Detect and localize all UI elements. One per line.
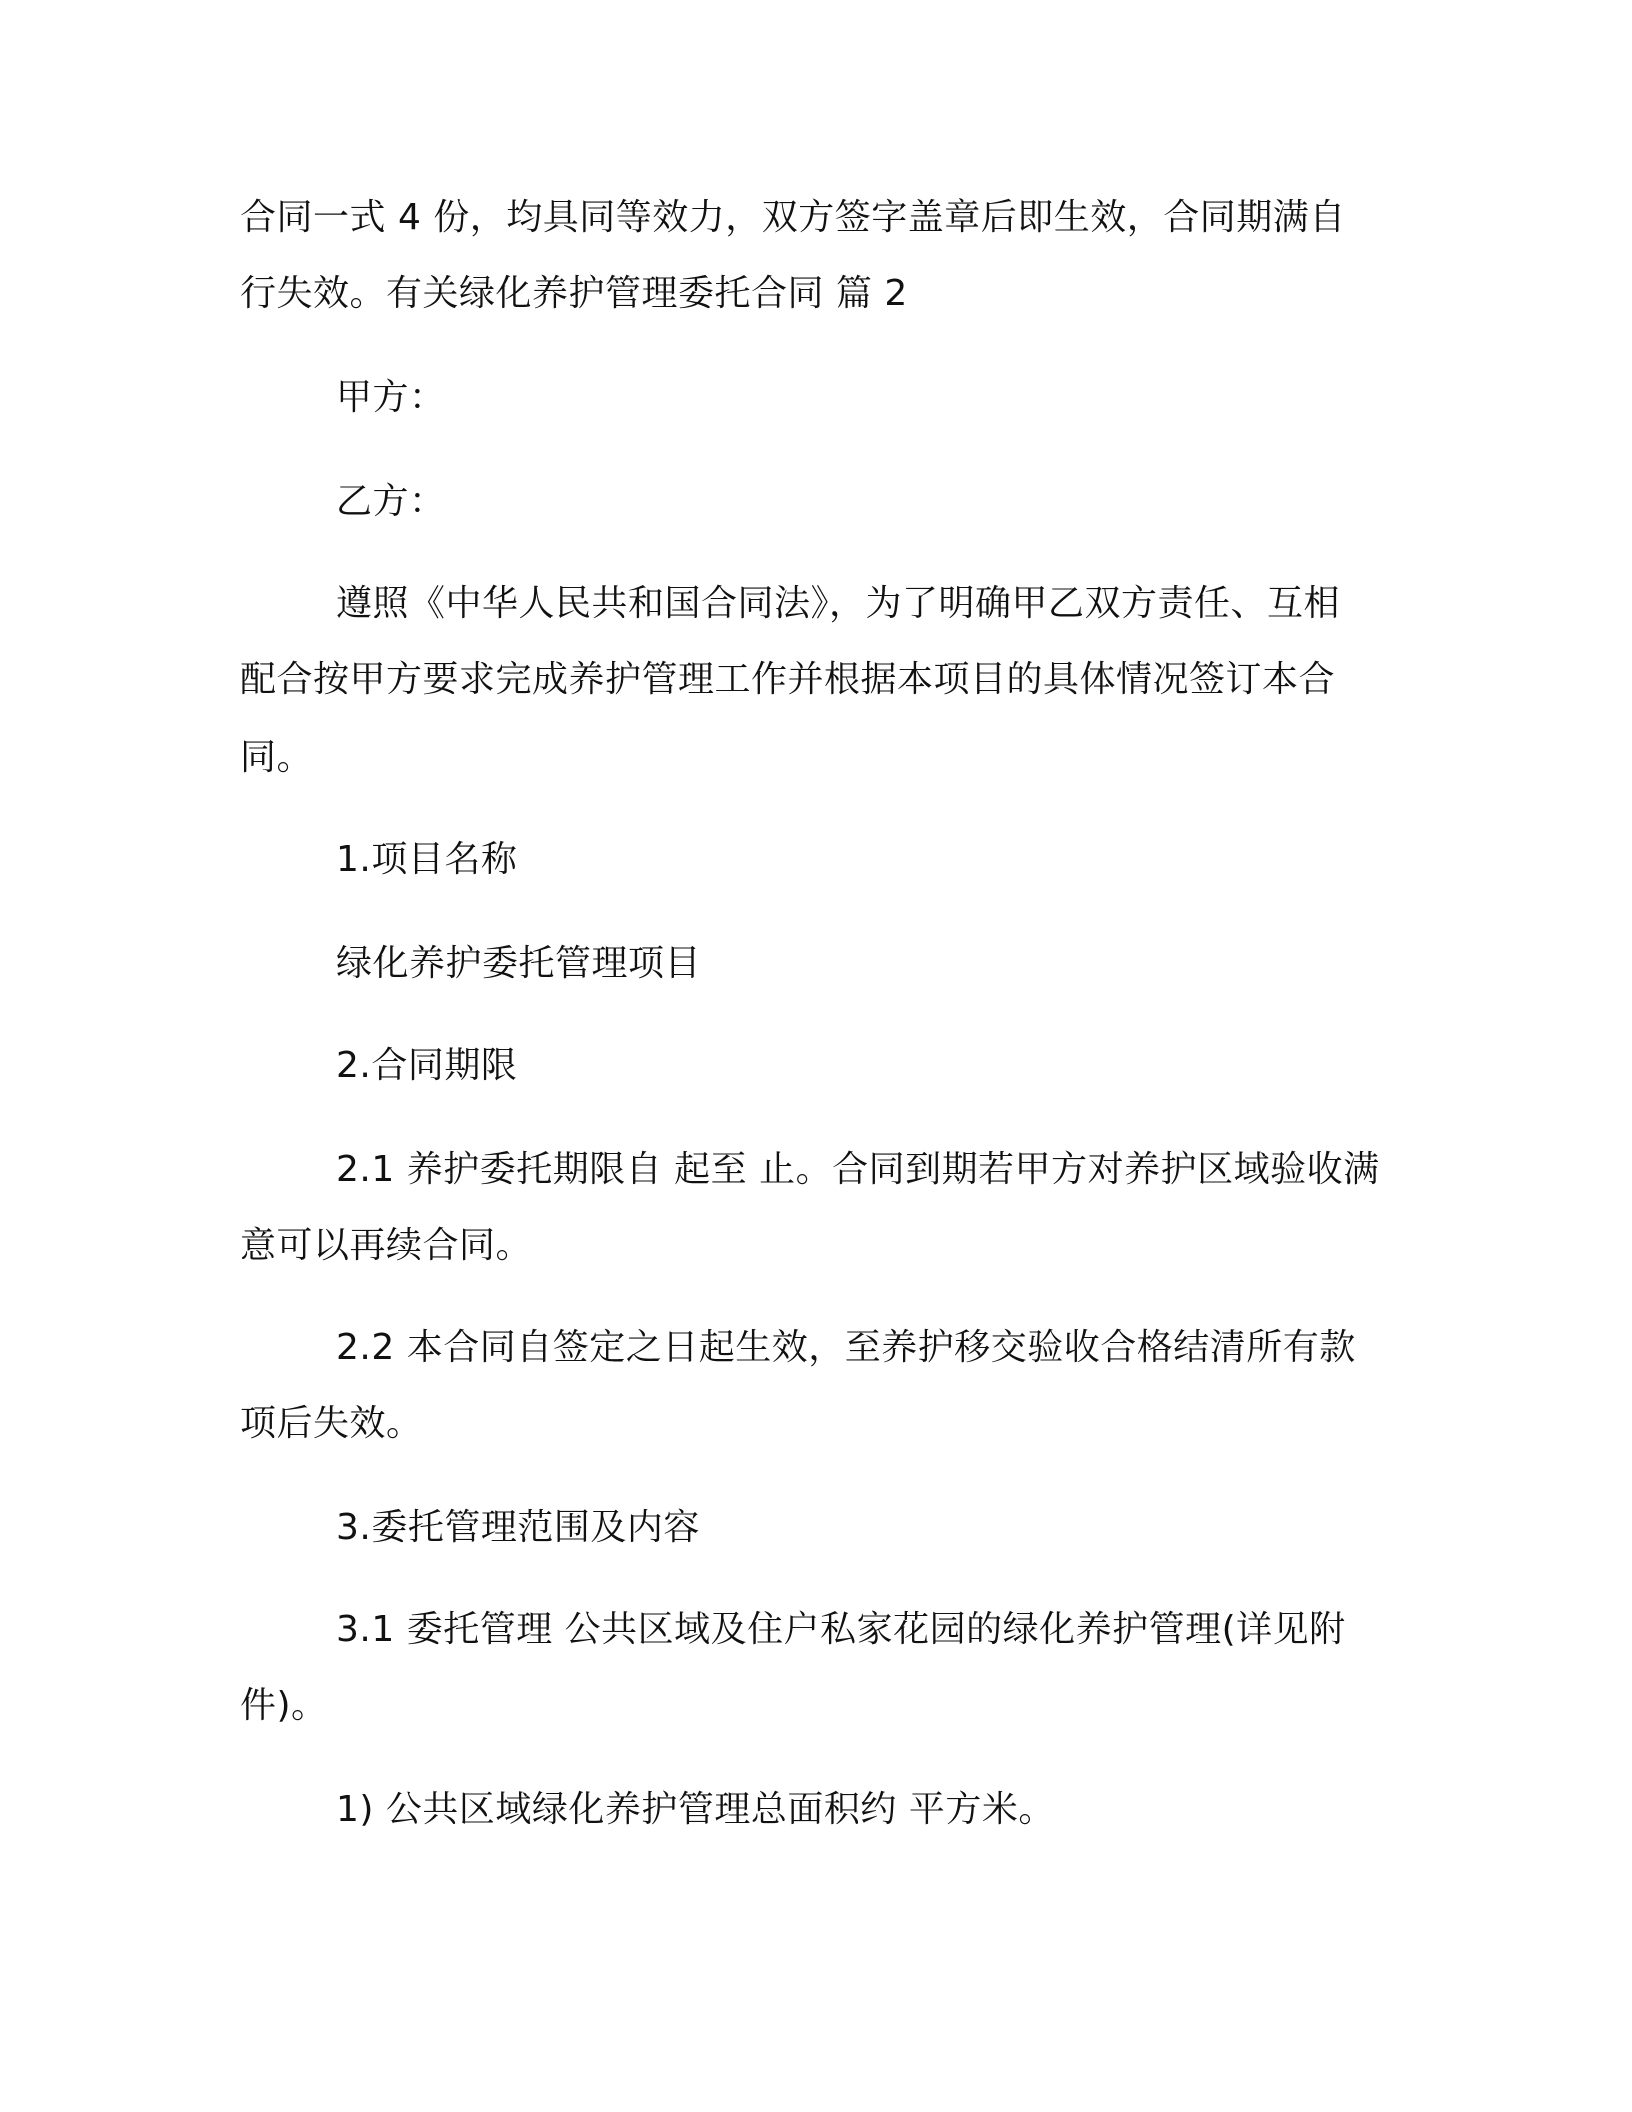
party-b-label: 乙方： bbox=[336, 481, 446, 522]
text-line: 3.1 委托管理 公共区域及住户私家花园的绿化养护管理(详见附 bbox=[336, 1609, 1346, 1650]
text-line: 同。 bbox=[240, 737, 314, 778]
text-line: 遵照《中华人民共和国合同法》，为了明确甲乙双方责任、互相 bbox=[336, 583, 1341, 624]
text-line: 件)。 bbox=[240, 1685, 328, 1726]
text-line: 2.1 养护委托期限自 起至 止。合同到期若甲方对养护区域验收满 bbox=[336, 1149, 1380, 1190]
text-line: 行失效。有关绿化养护管理委托合同 篇 2 bbox=[240, 273, 908, 314]
text-line: 绿化养护委托管理项目 bbox=[336, 943, 702, 984]
text-line: 1) 公共区域绿化养护管理总面积约 平方米。 bbox=[336, 1789, 1055, 1830]
text-line: 意可以再续合同。 bbox=[240, 1225, 533, 1266]
section-heading: 2.合同期限 bbox=[336, 1045, 518, 1086]
section-heading: 3.委托管理范围及内容 bbox=[336, 1507, 700, 1548]
party-a-label: 甲方： bbox=[336, 377, 446, 418]
text-line: 配合按甲方要求完成养护管理工作并根据本项目的具体情况签订本合 bbox=[240, 659, 1336, 700]
text-line: 2.2 本合同自签定之日起生效，至养护移交验收合格结清所有款 bbox=[336, 1327, 1356, 1368]
text-line: 项后失效。 bbox=[240, 1403, 423, 1444]
section-heading: 1.项目名称 bbox=[336, 839, 518, 880]
text-line: 合同一式 4 份，均具同等效力，双方签字盖章后即生效，合同期满自 bbox=[240, 197, 1346, 238]
